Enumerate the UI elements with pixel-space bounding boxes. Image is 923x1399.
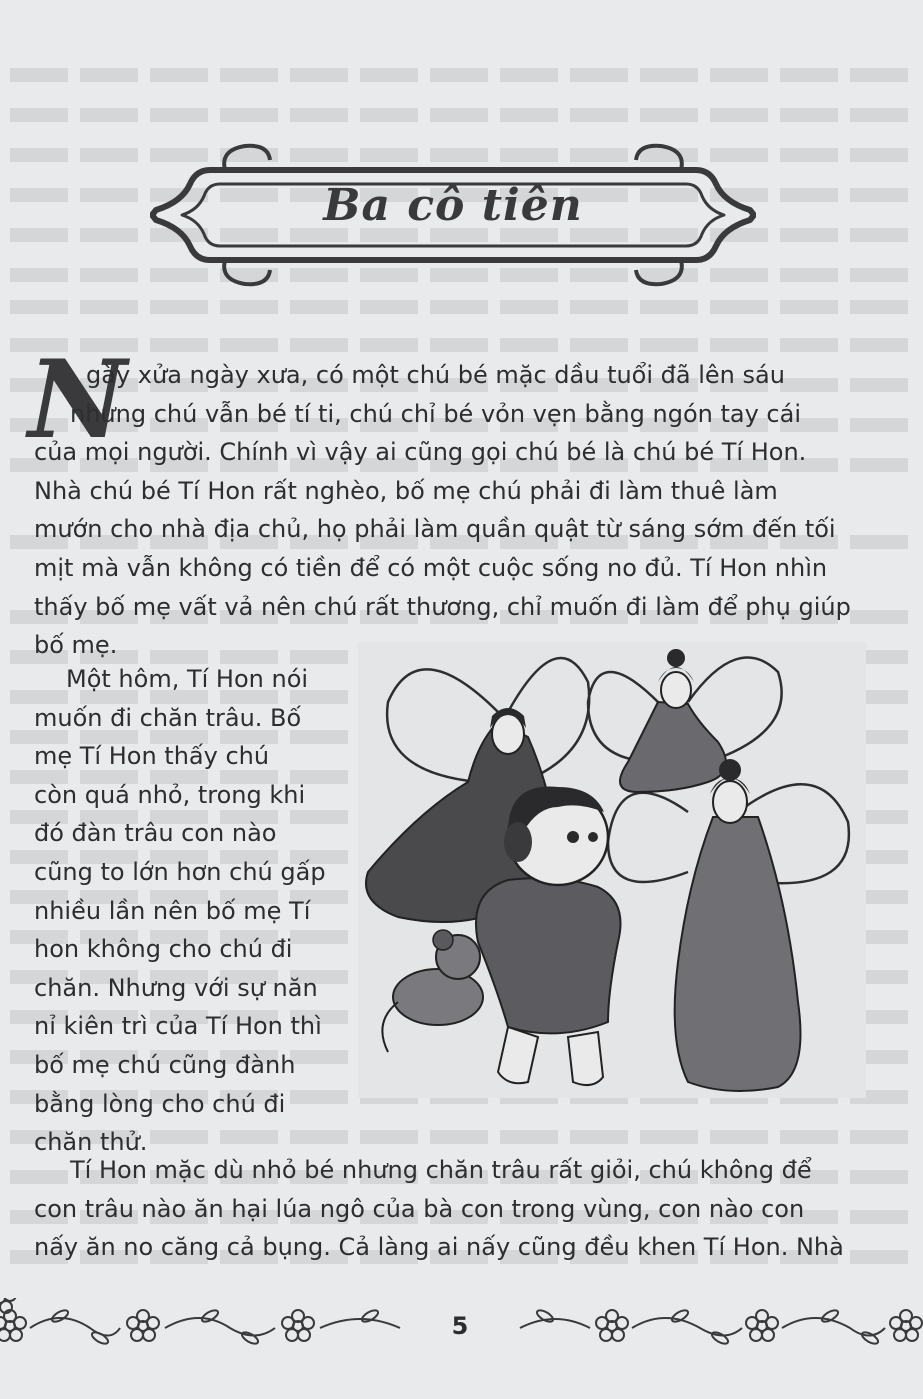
drop-cap: N — [28, 337, 127, 463]
page-number: 5 — [451, 1312, 469, 1340]
text-line: đó đàn trâu con nào — [34, 819, 277, 848]
text-line: bố mẹ. — [34, 631, 118, 660]
text-line: bố mẹ chú cũng đành — [34, 1050, 296, 1079]
text-line: thấy bố mẹ vất vả nên chú rất thương, chỉ muốn đi làm để phụ giúp — [34, 592, 851, 621]
text-line: chăn thử. — [34, 1128, 148, 1157]
paragraph-1 — [34, 356, 870, 665]
paragraph-3 — [34, 1151, 870, 1267]
text-line: nhưng chú vẫn bé tí ti, chú chỉ bé vỏn vẹn bằng ngón tay cái — [70, 399, 801, 428]
text-line: muốn đi chăn trâu. Bố — [34, 703, 302, 732]
text-line: còn quá nhỏ, trong khi — [34, 780, 306, 809]
text-line: nấy ăn no căng cả bụng. Cả làng ai nấy cũng đều khen Tí Hon. Nhà — [34, 1233, 844, 1262]
text-line: mẹ Tí Hon thấy chú — [34, 742, 270, 771]
text-line: Nhà chú bé Tí Hon rất nghèo, bố mẹ chú phải đi làm thuê làm — [34, 476, 778, 505]
text-line: của mọi người. Chính vì vậy ai cũng gọi chú bé là chú bé Tí Hon. — [34, 438, 807, 467]
text-line: bằng lòng cho chú đi — [34, 1089, 286, 1118]
text-line: hon không cho chú đi — [34, 935, 293, 964]
paragraph-2 — [34, 660, 344, 1162]
text-line: mướn cho nhà địa chủ, họ phải làm quần quật từ sáng sớm đến tối — [34, 515, 836, 544]
fairies-and-boy-icon — [358, 642, 866, 1098]
text-line: gày xửa ngày xưa, có một chú bé mặc dầu tuổi đã lên sáu — [86, 361, 785, 389]
fairies-and-boy-illustration — [358, 642, 866, 1098]
text-line: Tí Hon mặc dù nhỏ bé nhưng chăn trâu rất giỏi, chú không để — [70, 1156, 812, 1184]
text-line: nỉ kiên trì của Tí Hon thì — [34, 1012, 322, 1041]
text-line: chăn. Nhưng với sự năn — [34, 973, 318, 1002]
text-line: Một hôm, Tí Hon nói — [66, 665, 309, 693]
text-line: mịt mà vẫn không có tiền để có một cuộc sống no đủ. Tí Hon nhìn — [34, 553, 828, 582]
title-frame — [150, 140, 756, 290]
text-line: con trâu nào ăn hại lúa ngô của bà con trong vùng, con nào con — [34, 1194, 805, 1223]
page-title: Ba cô tiên — [323, 180, 583, 231]
text-line: nhiều lần nên bố mẹ Tí — [34, 896, 311, 925]
text-line: cũng to lớn hơn chú gấp — [34, 857, 326, 886]
